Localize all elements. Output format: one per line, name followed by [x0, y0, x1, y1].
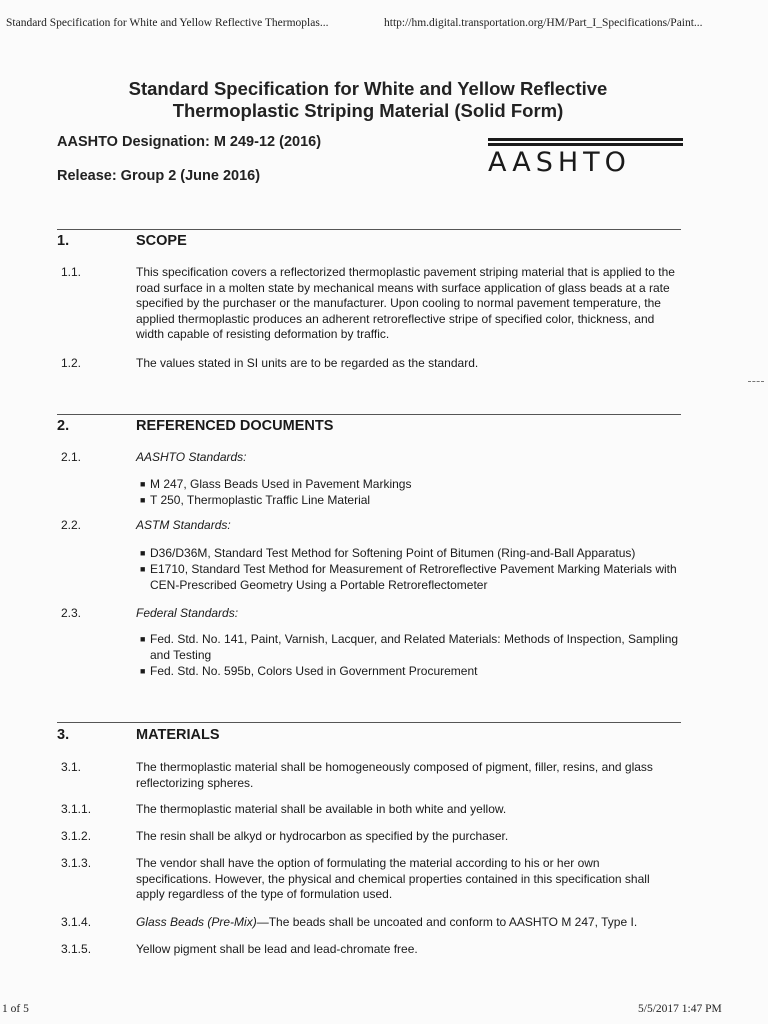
document-title-line-2: Thermoplastic Striping Material (Solid Form)	[172, 100, 564, 121]
item-number: 3.1.	[61, 760, 82, 774]
list-item	[140, 664, 680, 680]
section-title: SCOPE	[136, 233, 187, 249]
print-timestamp: 5/5/2017 1:47 PM	[638, 1003, 722, 1015]
logo-text: AASHTO	[488, 147, 631, 178]
logo-bar	[488, 138, 683, 141]
list-item-text: E1710, Standard Test Method for Measurement of Retroreflective Pavement Marking Materials with CEN-Prescribed Geometry Using a Portable Retroreflectometer	[150, 562, 677, 592]
logo-bar	[488, 143, 683, 146]
item-number: 2.3.	[61, 606, 82, 620]
release: Release: Group 2 (June 2016)	[57, 168, 261, 184]
section-title: REFERENCED DOCUMENTS	[136, 418, 334, 434]
section-number: 1.	[57, 233, 70, 249]
item-text: The thermoplastic material shall be homogeneously composed of pigment, filler, resins, and glass reflectorizing spheres.	[136, 760, 653, 790]
item-text: The vendor shall have the option of formulating the material according to his or her own specifications. However, the physical and chemical properties contained in this specification shall apply regardless of the type of formulation used.	[136, 856, 650, 901]
bullet-icon: ■	[140, 634, 146, 644]
list-item-text: D36/D36M, Standard Test Method for Softening Point of Bitumen (Ring-and-Ball Apparatus)	[150, 546, 636, 560]
bullet-icon: ■	[140, 666, 146, 676]
item-text: This specification covers a reflectorized thermoplastic pavement striping material that is applied to the road surface in a molten state by mechanical means with surface application of glass beads at a rate specified by the purchaser or the manufacturer. Upon cooling to normal pavement temperature, the applied thermoplastic produces an adherent retroreflective stripe of specified color, thickness, and width capable of resisting deformation by traffic.	[136, 265, 675, 341]
list-item	[140, 562, 680, 593]
document-title	[40, 78, 696, 122]
item-number: 3.1.3.	[61, 856, 92, 870]
item-number: 3.1.5.	[61, 942, 92, 956]
section-divider	[57, 414, 681, 415]
item-number: 3.1.2.	[61, 829, 92, 843]
list-item	[140, 546, 680, 562]
margin-mark	[748, 381, 764, 382]
section-number: 3.	[57, 727, 70, 743]
section-title: MATERIALS	[136, 727, 220, 743]
section-divider	[57, 722, 681, 723]
item-text: Yellow pigment shall be lead and lead-chromate free.	[136, 942, 418, 956]
document-title-line-1: Standard Specification for White and Yellow Reflective	[128, 78, 608, 99]
list-item	[140, 493, 680, 509]
item-text: ASTM Standards:	[136, 518, 231, 532]
print-header-url[interactable]: http://hm.digital.transportation.org/HM/Part_I_Specifications/Paint...	[384, 17, 703, 29]
item-text: AASHTO Standards:	[136, 450, 247, 464]
print-header-title: Standard Specification for White and Yellow Reflective Thermoplas...	[6, 17, 329, 29]
item-number: 2.2.	[61, 518, 82, 532]
item-text	[136, 915, 676, 931]
item-number: 3.1.4.	[61, 915, 92, 929]
bullet-icon: ■	[140, 564, 146, 574]
section-divider	[57, 229, 681, 230]
item-number: 1.1.	[61, 265, 82, 279]
item-number: 3.1.1.	[61, 802, 92, 816]
item-number: 2.1.	[61, 450, 82, 464]
list-item	[140, 632, 680, 663]
item-number: 1.2.	[61, 356, 82, 370]
item-text: The values stated in SI units are to be regarded as the standard.	[136, 356, 479, 370]
bullet-icon: ■	[140, 548, 146, 558]
item-text: The thermoplastic material shall be available in both white and yellow.	[136, 802, 507, 816]
item-label: Glass Beads (Pre-Mix)	[136, 915, 257, 929]
item-text: The resin shall be alkyd or hydrocarbon as specified by the purchaser.	[136, 829, 509, 843]
list-item-text: T 250, Thermoplastic Traffic Line Material	[150, 493, 371, 507]
item-text-body: —The beads shall be uncoated and conform to AASHTO M 247, Type I.	[256, 915, 638, 929]
page-count: 1 of 5	[2, 1003, 29, 1015]
item-text: Federal Standards:	[136, 606, 239, 620]
list-item	[140, 477, 680, 493]
list-item-text: Fed. Std. No. 141, Paint, Varnish, Lacquer, and Related Materials: Methods of Inspection, Sampling and Testing	[150, 632, 679, 662]
bullet-icon: ■	[140, 495, 146, 505]
aashto-logo	[488, 138, 683, 178]
list-item-text: M 247, Glass Beads Used in Pavement Markings	[150, 477, 412, 491]
designation: AASHTO Designation: M 249-12 (2016)	[57, 134, 322, 150]
list-item-text: Fed. Std. No. 595b, Colors Used in Government Procurement	[150, 664, 478, 678]
section-number: 2.	[57, 418, 70, 434]
bullet-icon: ■	[140, 479, 146, 489]
